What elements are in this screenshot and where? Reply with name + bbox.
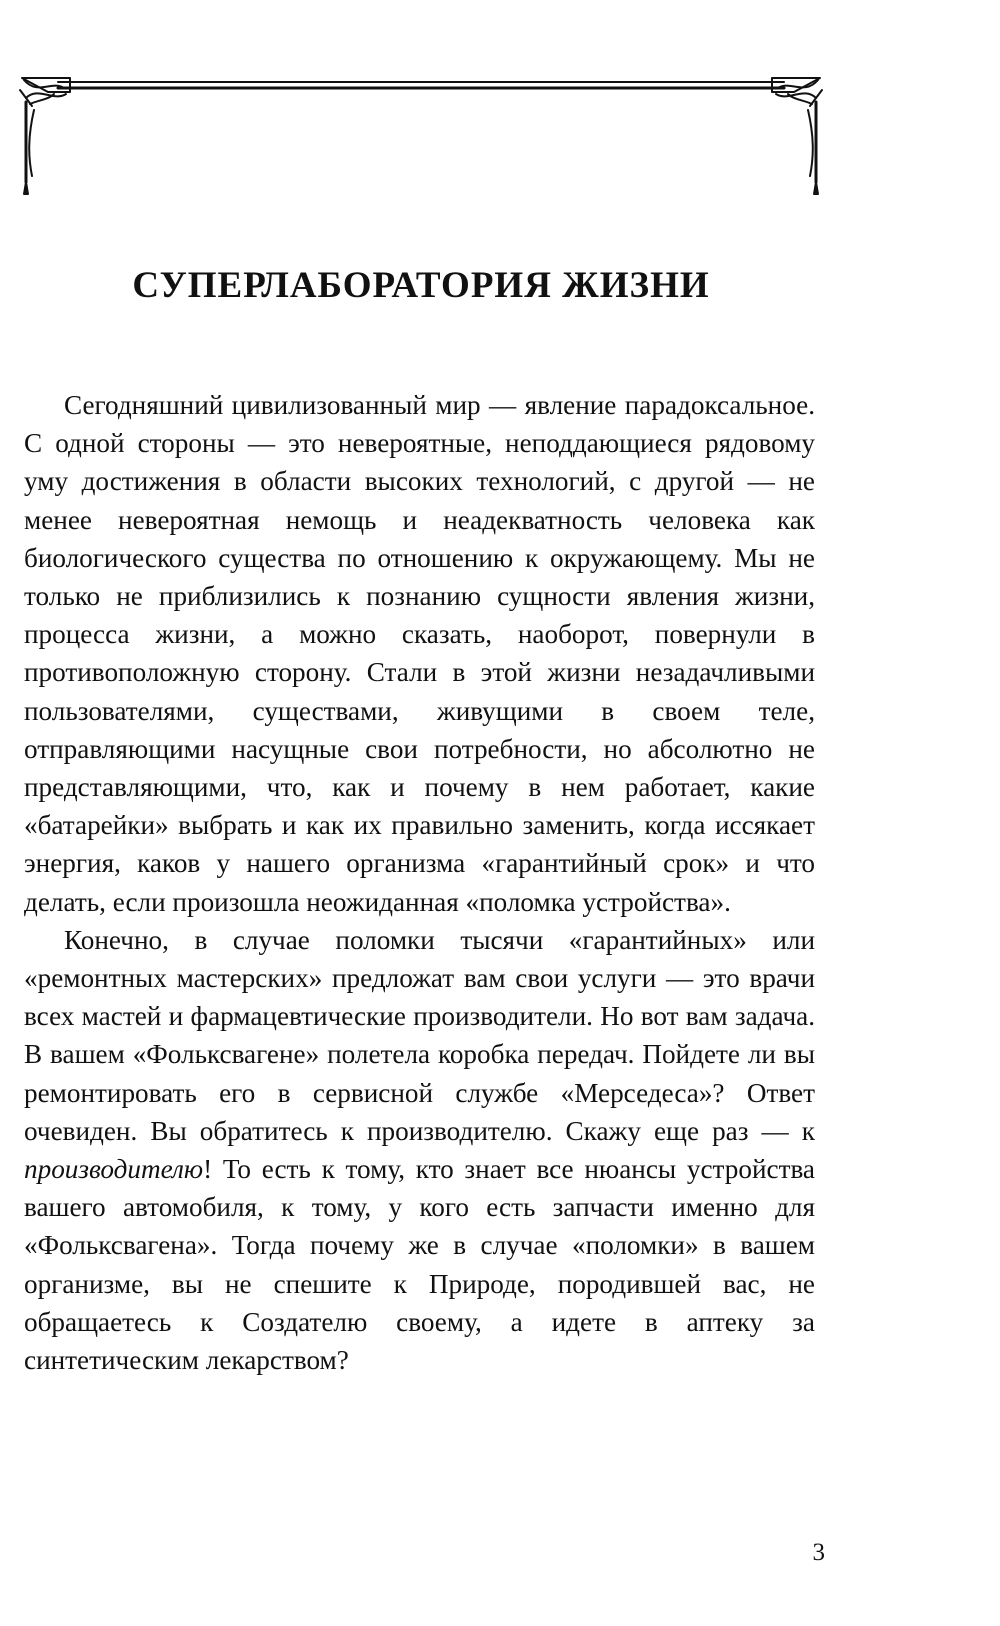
page-number: 3	[812, 1539, 825, 1566]
paragraph-text: Конечно, в случае поломки тысячи «гарантийных» или «ремонтных мастерских» предложат вам свои услуги — это врачи всех мастей и фармацевтические производители. Но вот вам задача. В вашем «Фольксвагене» полетела коробка передач. Пойдете ли вы ремонтировать его в сервисной службе «Мерседеса»? Ответ очевиден. Вы обратитесь к производителю. Скажу еще раз — к	[24, 924, 815, 1146]
emphasis-text: производителю	[24, 1154, 204, 1185]
ornamental-frame	[18, 76, 824, 206]
paragraph-text: ! То есть к тому, кто знает все нюансы устройства вашего автомобиля, к тому, у кого есть запчасти именно для «Фольксвагена». Тогда почему же в случае «поломки» в вашем организме, вы не спешите к Природе, породившей вас, не обращаетесь к Создателю своему, а идете в аптеку за синтетическим лекарством?	[24, 1154, 815, 1376]
paragraph	[24, 386, 815, 921]
paragraph	[24, 921, 815, 1379]
chapter-title: СУПЕРЛАБОРАТОРИЯ ЖИЗНИ	[132, 265, 710, 306]
body-text	[24, 386, 815, 1379]
paragraph-text: Сегодняшний цивилизованный мир — явление парадоксальное. С одной стороны — это невероятные, неподдающиеся рядовому уму достижения в области высоких технологий, с другой — не менее невероятная немощь и неадекватность человека как биологического существа по отношению к окружающему. Мы не только не приблизились к познанию сущности явления жизни, процесса жизни, а можно сказать, наоборот, повернули в противоположную сторону. Стали в этой жизни незадачливыми пользователями, существами, живущими в своем теле, отправляющими насущные свои потребности, но абсолютно не представляющими, что, как и почему в нем работает, какие «батарейки» выбрать и как их правильно заменить, когда иссякает энергия, каков у нашего организма «гарантийный срок» и что делать, если произошла неожиданная «поломка устройства».	[24, 390, 815, 917]
